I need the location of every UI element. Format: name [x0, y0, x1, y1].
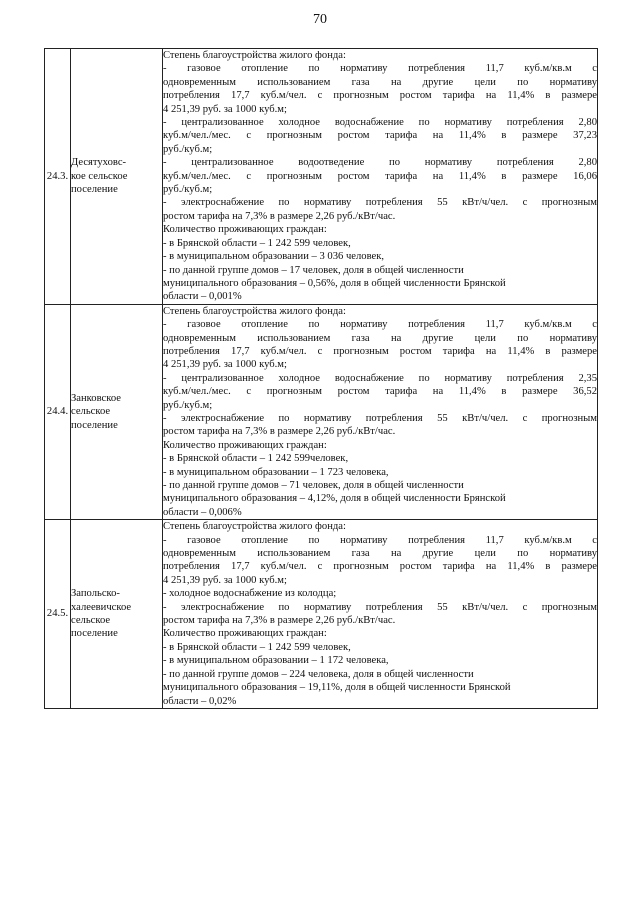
- description-line: ростом тарифа на 7,3% в размере 2,26 руб./кВт/час.: [163, 615, 396, 627]
- description-line: 4 251,39 руб. за 1000 куб.м;: [163, 574, 287, 586]
- description-line: куб.м/чел./мес. с прогнозным ростом тарифа на 11,4% в размере 36,52: [163, 386, 597, 398]
- description-line: 4 251,39 руб. за 1000 куб.м;: [163, 359, 287, 371]
- settlement-name-line: Запольско-: [71, 588, 120, 600]
- description-line: - электроснабжение по нормативу потребления 55 кВт/ч/чел. с прогнозным: [163, 197, 597, 209]
- settlement-name: [71, 520, 163, 709]
- description-line: - в Брянской области – 1 242 599человек,: [163, 453, 349, 465]
- description-line: Количество проживающих граждан:: [163, 224, 327, 236]
- description-line: - в Брянской области – 1 242 599 человек,: [163, 237, 351, 249]
- settlement-name-line: сельское: [71, 406, 111, 418]
- description-line: руб./куб.м;: [163, 399, 213, 411]
- description-line: - по данной группе домов – 71 человек, доля в общей численности: [163, 480, 464, 491]
- row-number: 24.4.: [45, 304, 71, 520]
- description-line: потребления 17,7 куб.м/чел. с прогнозным ростом тарифа на 11,4% в размере: [163, 345, 597, 357]
- description-cell: [163, 520, 598, 709]
- settlement-name-line: Занковское: [71, 392, 121, 404]
- description-line: - по данной группе домов – 224 человека, доля в общей численности: [163, 668, 474, 680]
- settlement-name-line: кое сельское: [71, 170, 128, 182]
- page-number: 70: [313, 12, 327, 27]
- description-line: куб.м/чел./мес. с прогнозным ростом тарифа на 11,4% в размере 37,23: [163, 130, 597, 142]
- settlement-name-line: сельское: [71, 615, 111, 627]
- table-row: [45, 49, 598, 305]
- description-line: куб.м/чел./мес. с прогнозным ростом тарифа на 11,4% в размере 16,06: [163, 170, 597, 182]
- description-line: - газовое отопление по нормативу потребления 11,7 куб.м/кв.м с: [163, 534, 597, 546]
- description-line: ростом тарифа на 7,3% в размере 2,26 руб./кВт/час.: [163, 210, 396, 222]
- description-line: руб./куб.м;: [163, 143, 213, 155]
- description-line: - электроснабжение по нормативу потребления 55 кВт/ч/чел. с прогнозным: [163, 412, 597, 424]
- description-line: муниципального образования – 4,12%, доля в общей численности Брянской: [163, 493, 506, 505]
- description-line: - централизованное холодное водоснабжение по нормативу потребления 2,80: [163, 117, 597, 129]
- description-line: Степень благоустройства жилого фонда:: [163, 50, 346, 61]
- description-line: области – 0,006%: [163, 506, 242, 518]
- settlement-name-line: поселение: [71, 628, 118, 640]
- settlement-name: [71, 49, 163, 305]
- description-line: Количество проживающих граждан:: [163, 439, 327, 451]
- description-line: одновременным использованием газа на другие цели по нормативу: [163, 76, 597, 88]
- settlement-name-line: Десятуховс-: [71, 157, 127, 169]
- settlement-name-line: поселение: [71, 184, 118, 196]
- description-line: Степень благоустройства жилого фонда:: [163, 521, 346, 533]
- row-number: 24.3.: [45, 49, 71, 305]
- table-row: [45, 520, 598, 709]
- description-line: руб./куб.м;: [163, 184, 213, 196]
- settlement-name-line: халеевичское: [71, 601, 132, 613]
- description-line: - холодное водоснабжение из колодца;: [163, 588, 337, 600]
- description-line: муниципального образования – 19,11%, доля в общей численности Брянской: [163, 682, 511, 694]
- description-line: муниципального образования – 0,56%, доля в общей численности Брянской: [163, 277, 506, 289]
- description-line: потребления 17,7 куб.м/чел. с прогнозным ростом тарифа на 11,4% в размере: [163, 561, 597, 573]
- description-line: - в Брянской области – 1 242 599 человек,: [163, 641, 351, 653]
- description-cell: [163, 49, 598, 305]
- table-row: [45, 304, 598, 520]
- settlement-name: [71, 304, 163, 520]
- description-line: - газовое отопление по нормативу потребления 11,7 куб.м/кв.м с: [163, 319, 597, 331]
- description-line: - в муниципальном образовании – 1 723 человека,: [163, 466, 389, 478]
- description-line: - по данной группе домов – 17 человек, доля в общей численности: [163, 264, 464, 276]
- description-line: - в муниципальном образовании – 1 172 человека,: [163, 655, 389, 667]
- description-line: ростом тарифа на 7,3% в размере 2,26 руб./кВт/час.: [163, 426, 396, 438]
- description-line: одновременным использованием газа на другие цели по нормативу: [163, 548, 597, 560]
- description-line: - электроснабжение по нормативу потребления 55 кВт/ч/чел. с прогнозным: [163, 601, 597, 613]
- table-body: [45, 49, 598, 709]
- settlements-table: [44, 48, 598, 709]
- description-cell: [163, 304, 598, 520]
- description-line: 4 251,39 руб. за 1000 куб.м;: [163, 103, 287, 115]
- description-line: - в муниципальном образовании – 3 036 человек,: [163, 251, 385, 263]
- description-line: - газовое отопление по нормативу потребления 11,7 куб.м/кв.м с: [163, 63, 597, 75]
- description-line: Количество проживающих граждан:: [163, 628, 327, 640]
- description-line: области – 0,02%: [163, 695, 237, 707]
- description-line: потребления 17,7 куб.м/чел. с прогнозным ростом тарифа на 11,4% в размере: [163, 90, 597, 102]
- description-line: Степень благоустройства жилого фонда:: [163, 305, 346, 317]
- description-line: - централизованное водоотведение по нормативу потребления 2,80: [163, 157, 597, 169]
- description-line: одновременным использованием газа на другие цели по нормативу: [163, 332, 597, 344]
- settlement-name-line: поселение: [71, 419, 118, 431]
- row-number: 24.5.: [45, 520, 71, 709]
- description-line: области – 0,001%: [163, 291, 242, 303]
- description-line: - централизованное холодное водоснабжение по нормативу потребления 2,35: [163, 372, 597, 384]
